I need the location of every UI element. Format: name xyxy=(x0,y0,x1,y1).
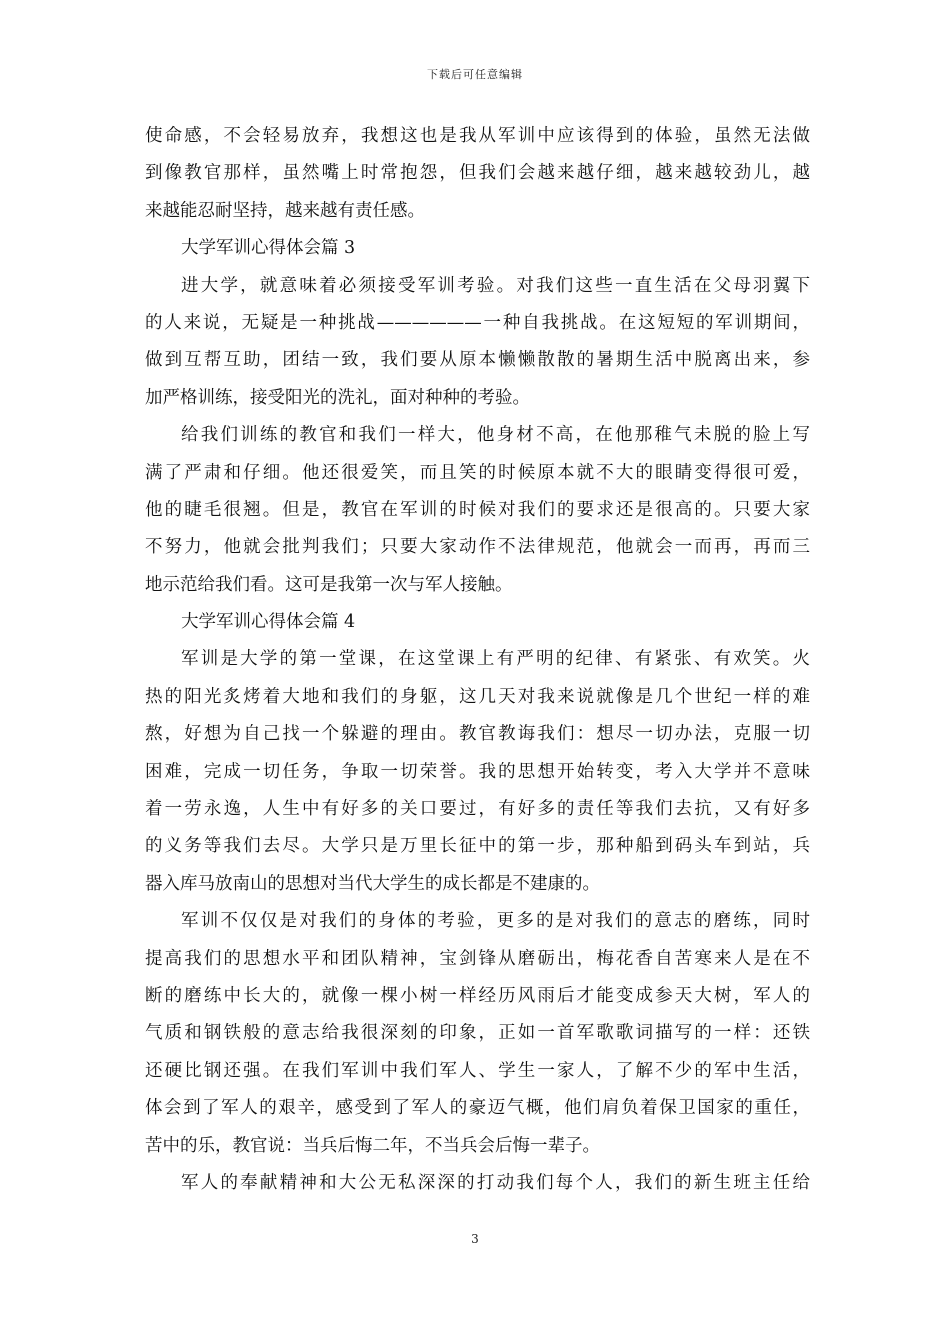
text-line: 不努力，他就会批判我们；只要大家动作不法律规范，他就会一而再，再而三 xyxy=(145,537,810,558)
text-line: 到像教官那样，虽然嘴上时常抱怨，但我们会越来越仔细，越来越较劲儿，越 xyxy=(145,163,810,184)
text-line: 给我们训练的教官和我们一样大，他身材不高，在他那稚气未脱的脸上写 xyxy=(181,425,810,446)
text-line: 军训是大学的第一堂课，在这堂课上有严明的纪律、有紧张、有欢笑。火 xyxy=(181,649,810,670)
text-line: 进大学，就意味着必须接受军训考验。对我们这些一直生活在父母羽翼下 xyxy=(181,275,810,296)
text-line: 满了严肃和仔细。他还很爱笑，而且笑的时候原本就不大的眼睛变得很可爱， xyxy=(145,462,810,483)
text-line: 断的磨练中长大的，就像一棵小树一样经历风雨后才能变成参天大树，军人的 xyxy=(145,985,810,1006)
text-line: 器入库马放南山的思想对当代大学生的成长都是不建康的。 xyxy=(145,873,600,894)
page-header: 下载后可任意编辑 xyxy=(427,68,523,81)
text-line: 还硬比钢还强。在我们军训中我们军人、学生一家人，了解不少的军中生活， xyxy=(145,1060,810,1081)
text-line: 熬，好想为自己找一个躲避的理由。教官教诲我们：想尽一切办法，克服一切 xyxy=(145,724,810,745)
section-heading: 大学军训心得体会篇 3 xyxy=(181,238,356,259)
document-body xyxy=(145,118,810,1202)
text-line: 做到互帮互助，团结一致，我们要从原本懒懒散散的暑期生活中脱离出来，参 xyxy=(145,350,810,371)
text-line: 困难，完成一切任务，争取一切荣誉。我的思想开始转变，考入大学并不意味 xyxy=(145,761,810,782)
text-line: 的人来说，无疑是一种挑战——————一种自我挑战。在这短短的军训期间， xyxy=(145,312,810,333)
text-line: 的义务等我们去尽。大学只是万里长征中的第一步，那种船到码头车到站，兵 xyxy=(145,836,810,857)
text-line: 军训不仅仅是对我们的身体的考验，更多的是对我们的意志的磨练，同时 xyxy=(181,911,810,932)
text-line: 加严格训练，接受阳光的洗礼，面对种种的考验。 xyxy=(145,387,530,408)
text-line: 军人的奉献精神和大公无私深深的打动我们每个人，我们的新生班主任给 xyxy=(181,1172,810,1193)
text-line: 气质和钢铁般的意志给我很深刻的印象，正如一首军歌歌词描写的一样：还铁 xyxy=(145,1023,810,1044)
section-heading: 大学军训心得体会篇 4 xyxy=(181,612,356,633)
text-line: 使命感，不会轻易放弃，我想这也是我从军训中应该得到的体验，虽然无法做 xyxy=(145,126,810,146)
text-line: 地示范给我们看。这可是我第一次与军人接触。 xyxy=(145,574,513,595)
text-line: 体会到了军人的艰辛，感受到了军人的豪迈气概，他们肩负着保卫国家的重任， xyxy=(145,1098,810,1119)
page-number: 3 xyxy=(471,1232,479,1246)
text-line: 着一劳永逸，人生中有好多的关口要过，有好多的责任等我们去抗，又有好多 xyxy=(145,799,810,820)
text-line: 提高我们的思想水平和团队精神，宝剑锋从磨砺出，梅花香自苦寒来人是在不 xyxy=(145,948,810,969)
text-line: 苦中的乐，教官说：当兵后悔二年，不当兵会后悔一辈子。 xyxy=(145,1135,600,1156)
text-line: 热的阳光炙烤着大地和我们的身躯，这几天对我来说就像是几个世纪一样的难 xyxy=(145,686,810,707)
text-line: 他的睫毛很翘。但是，教官在军训的时候对我们的要求还是很高的。只要大家 xyxy=(145,499,810,520)
text-line: 来越能忍耐坚持，越来越有责任感。 xyxy=(145,200,425,221)
